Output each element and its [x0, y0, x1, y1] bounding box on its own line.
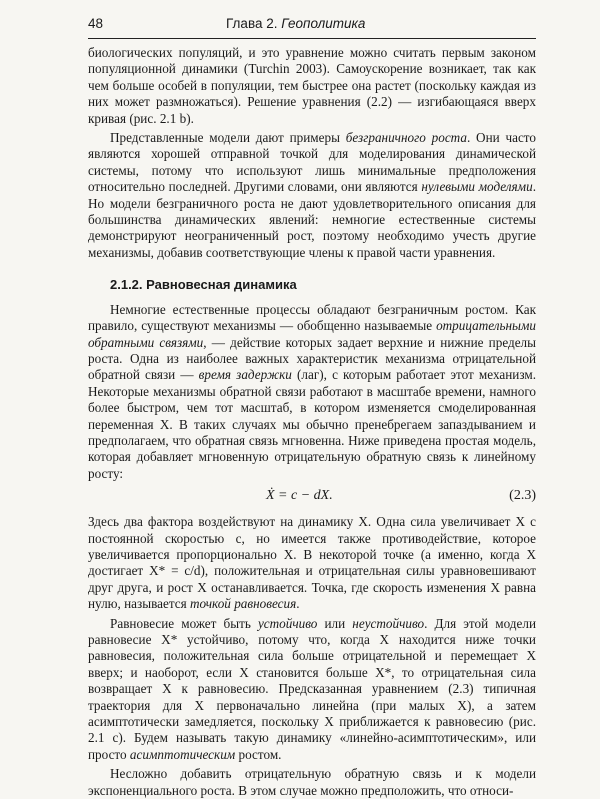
equation-formula: Ẋ = c − dX.	[266, 488, 333, 504]
term-unbounded-growth: безграничного роста	[345, 130, 467, 146]
page-number: 48	[88, 16, 104, 31]
paragraph-unbounded-growth: Представленные модели дают примеры безграничного роста. Они часто являются хорошей отправной точкой для моделирования динамической системы, потому что используют лишь минимальные предположения относительно последней. Другими словами, они являются нулевыми моделями. Но модели безграничного роста не дают удовлетворительного описания для большинства динамических явлений: немногие естественные системы демонстрируют неограниченный рост, поэтому необходимо учесть другие механизмы, добавив соответствующие члены к правой части уравнения.	[88, 130, 536, 260]
term-stable: устойчиво	[257, 615, 318, 631]
chapter-heading	[226, 16, 365, 31]
term-equilibrium-point: точкой равновесия	[189, 596, 297, 612]
paragraph-equilibrium-point: Здесь два фактора воздействуют на динамику X. Одна сила увеличивает X с постоянной скоростью c, но имеется также противодействие, которое увеличивается пропорционально X. В некоторой точке (а именно, когда X достигает X* = c/d), положительная и отрицательная силы уравновешивают друг друга, и рост X останавливается. Точка, где скорость изменения X равна нулю, называется точкой равновесия.	[88, 514, 536, 612]
term-null-models: нулевыми моделями	[421, 179, 533, 195]
term-unstable: неустойчиво	[352, 615, 425, 631]
running-header	[88, 14, 536, 39]
paragraph-continued: биологических популяций, и это уравнение можно считать первым законом популяционной динамики (Turchin 2003). Самоускорение возникает, так как чем больше особей в популяции, тем быстрее она растет (поскольку каждая из них может размножаться). Решение уравнения (2.2) — изгибающаяся вверх кривая (рис. 2.1 b).	[88, 45, 536, 126]
term-negative-feedback: отрицательными обратными связями	[88, 318, 536, 350]
chapter-title: Геополитика	[281, 16, 366, 31]
term-asymptotic: асимптотическим	[129, 746, 236, 762]
page-body	[88, 45, 536, 799]
chapter-prefix: Глава 2.	[226, 16, 278, 31]
paragraph-feedback: Немногие естественные процессы обладают безграничным ростом. Как правило, существуют механизмы — обобщенно называемые отрицательными обратными связями, — действие которых задает верхние и нижние пределы роста. Одна из наиболее важных характеристик механизма отрицательной обратной связи — время задержки (лаг), с которым работает этот механизм. Некоторые механизмы обратной связи работают в масштабе времени, намного более быстром, чем тот масштаб, в котором изменяется смоделированная переменная X. В таких случаях мы обычно пренебрегаем запаздыванием и предполагаем, что обратная связь мгновенна. Ниже приведена простая модель, которая добавляет мгновенную отрицательную обратную связь к линейному росту:	[88, 301, 537, 481]
paragraph-stability: Равновесие может быть устойчиво или неустойчиво. Для этой модели равновесие X* устойчиво, потому что, когда X находится ниже точки равновесия, положительная сила больше отрицательной и перемещает X вверх; и наоборот, если X становится больше X*, то отрицательная сила возвращает X к равновесию. Предсказанная уравнением (2.3) типичная траектория для X первоначально линейна (при малых X), а затем асимптотически замедляется, поскольку X приближается к равновесию (рис. 2.1 c). Будем называть такую динамику «линейно-асимптотическим», или просто асимптотическим ростом.	[88, 615, 537, 762]
paragraph-exponential-feedback: Несложно добавить отрицательную обратную связь и к модели экспоненциального роста. В этом случае можно предположить, что относи-	[88, 766, 536, 798]
section-title: 2.1.2. Равновесная динамика	[110, 277, 297, 293]
equation-2-3	[88, 486, 536, 508]
term-delay-time: время задержки	[198, 367, 292, 383]
equation-number: (2.3)	[509, 488, 536, 504]
